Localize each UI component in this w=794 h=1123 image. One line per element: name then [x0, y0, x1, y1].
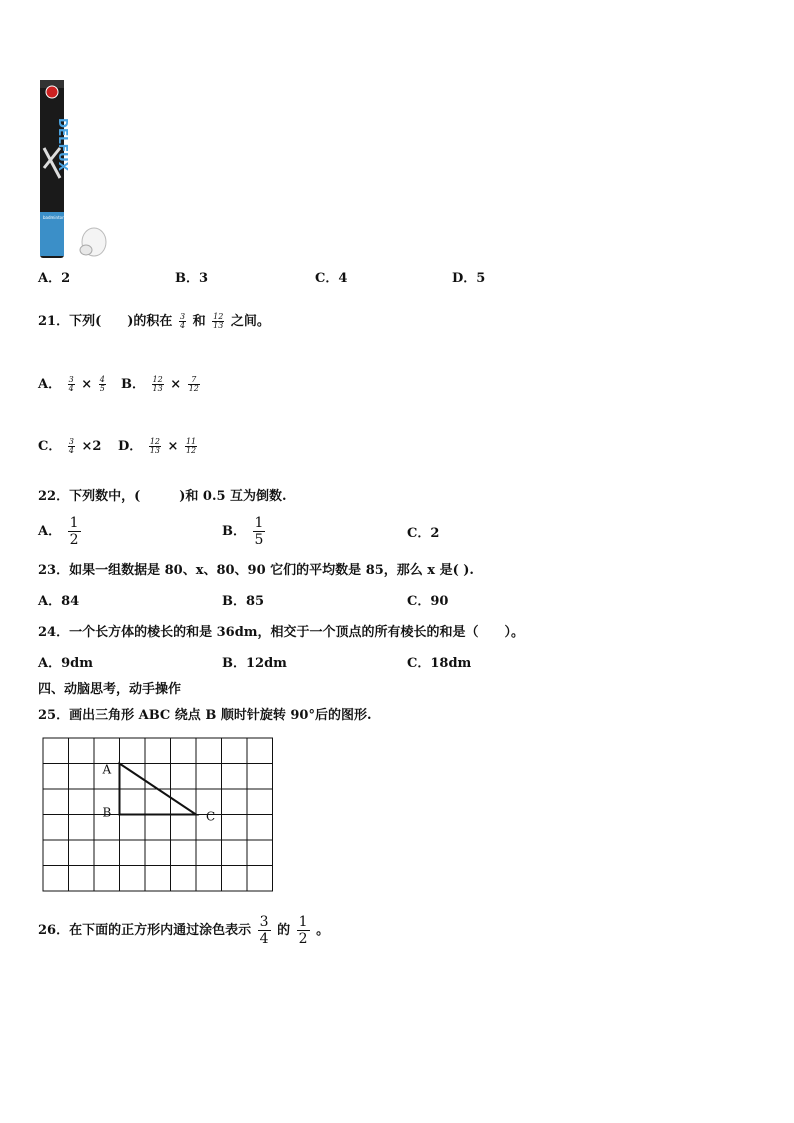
- grid-cell[interactable]: [120, 815, 146, 841]
- grid-cell[interactable]: [196, 738, 222, 764]
- q24-option-b[interactable]: B．12dm: [222, 656, 287, 671]
- section-title: 四、动脑思考，动手操作: [38, 682, 182, 697]
- grid-cell[interactable]: [43, 738, 69, 764]
- grid-cell[interactable]: [43, 789, 69, 815]
- caption-label: badminton: [43, 215, 65, 220]
- q22-option-a[interactable]: A． $\frac{1}{2}$: [38, 515, 79, 548]
- fraction: $\frac{3}{4}$: [179, 312, 186, 330]
- grid-cell[interactable]: [94, 840, 120, 866]
- brand-label: DELFUX: [56, 118, 70, 171]
- grid-cell[interactable]: [247, 764, 273, 790]
- grid-cell[interactable]: [222, 815, 248, 841]
- grid-cell[interactable]: [43, 866, 69, 892]
- grid-cell[interactable]: [196, 840, 222, 866]
- grid-cell[interactable]: [222, 789, 248, 815]
- q21-option-d[interactable]: D． $\frac{12}{13}$ × $\frac{11}{12}$: [118, 437, 197, 455]
- grid-cell[interactable]: [171, 866, 197, 892]
- grid-cell[interactable]: [43, 764, 69, 790]
- q23-option-c[interactable]: C．90: [407, 594, 449, 609]
- grid-cell[interactable]: [120, 738, 146, 764]
- q24-option-a[interactable]: A．9dm: [38, 656, 93, 671]
- grid-cell[interactable]: [120, 764, 146, 790]
- grid-cell[interactable]: [247, 789, 273, 815]
- q22-stem: 22．下列数中，( )和 0.5 互为倒数.: [38, 489, 287, 504]
- grid-cell[interactable]: [145, 789, 171, 815]
- q23-stem: 23．如果一组数据是 80、x、80、90 它们的平均数是 85，那么 x 是( ).: [38, 563, 474, 578]
- grid-cell[interactable]: [247, 738, 273, 764]
- grid-cell[interactable]: [222, 738, 248, 764]
- q21-option-a[interactable]: A． $\frac{3}{4}$ × $\frac{4}{5}$: [38, 375, 105, 393]
- grid-cell[interactable]: [120, 789, 146, 815]
- grid-cell[interactable]: [145, 738, 171, 764]
- vertex-label-c: C: [206, 809, 216, 824]
- grid-cell[interactable]: [145, 866, 171, 892]
- vertex-label-b: B: [102, 805, 112, 820]
- grid-cell[interactable]: [171, 789, 197, 815]
- grid-cell[interactable]: [43, 840, 69, 866]
- q20-option-a[interactable]: A．2: [38, 271, 71, 286]
- q24-option-c[interactable]: C．18dm: [407, 656, 472, 671]
- fraction: $\frac{3}{4}$: [259, 914, 269, 947]
- q25-stem: 25．画出三角形 ABC 绕点 B 顺时针旋转 90°后的图形.: [38, 708, 372, 723]
- q20-option-d[interactable]: D．5: [452, 271, 486, 286]
- grid-cell[interactable]: [69, 840, 95, 866]
- q21-option-c[interactable]: C． $\frac{3}{4}$ ×2: [38, 437, 102, 455]
- grid-cell[interactable]: [145, 815, 171, 841]
- grid-cell[interactable]: [171, 840, 197, 866]
- grid-cell[interactable]: [145, 840, 171, 866]
- shuttlecock-tube-image: [34, 78, 114, 262]
- rotation-grid[interactable]: [42, 737, 274, 893]
- q21-stem: 21．下列( )的积在 $\frac{3}{4}$ 和 $\frac{12}{13}$ 之间。: [38, 312, 270, 330]
- grid-cell[interactable]: [196, 866, 222, 892]
- shuttlecock-tube-graphic: [34, 78, 114, 262]
- grid-cell[interactable]: [247, 840, 273, 866]
- grid-cell[interactable]: [94, 738, 120, 764]
- grid-cell[interactable]: [69, 789, 95, 815]
- grid-cell[interactable]: [69, 764, 95, 790]
- grid-cell[interactable]: [43, 815, 69, 841]
- fraction: $\frac{1}{2}$: [298, 914, 308, 947]
- q20-option-b[interactable]: B．3: [175, 271, 209, 286]
- grid-cell[interactable]: [69, 738, 95, 764]
- grid-cell[interactable]: [145, 764, 171, 790]
- grid-cell[interactable]: [171, 738, 197, 764]
- q23-option-a[interactable]: A．84: [38, 594, 80, 609]
- q26-stem: 26．在下面的正方形内通过涂色表示 $\frac{3}{4}$ 的 $\frac{1}{2}$ 。: [38, 914, 330, 947]
- grid-cell[interactable]: [120, 866, 146, 892]
- grid-cell[interactable]: [222, 866, 248, 892]
- fraction: $\frac{12}{13}$: [213, 312, 224, 330]
- q22-option-c[interactable]: C．2: [407, 526, 440, 541]
- q22-option-b[interactable]: B． $\frac{1}{5}$: [222, 515, 264, 548]
- q20-option-c[interactable]: C．4: [315, 271, 348, 286]
- q23-option-b[interactable]: B．85: [222, 594, 265, 609]
- grid-cell[interactable]: [222, 840, 248, 866]
- grid-cell[interactable]: [120, 840, 146, 866]
- grid-cell[interactable]: [171, 815, 197, 841]
- grid-cell[interactable]: [247, 815, 273, 841]
- grid-cell[interactable]: [196, 764, 222, 790]
- grid-cell[interactable]: [69, 815, 95, 841]
- grid-cell[interactable]: [69, 866, 95, 892]
- grid-cell[interactable]: [247, 866, 273, 892]
- grid-cell[interactable]: [222, 764, 248, 790]
- grid-cell[interactable]: [171, 764, 197, 790]
- q21-option-b[interactable]: B． $\frac{12}{13}$ × $\frac{7}{12}$: [121, 375, 199, 393]
- vertex-label-a: A: [102, 762, 112, 777]
- grid-cell[interactable]: [94, 866, 120, 892]
- q24-stem: 24．一个长方体的棱长的和是 36dm，相交于一个顶点的所有棱长的和是（ ）。: [38, 625, 525, 640]
